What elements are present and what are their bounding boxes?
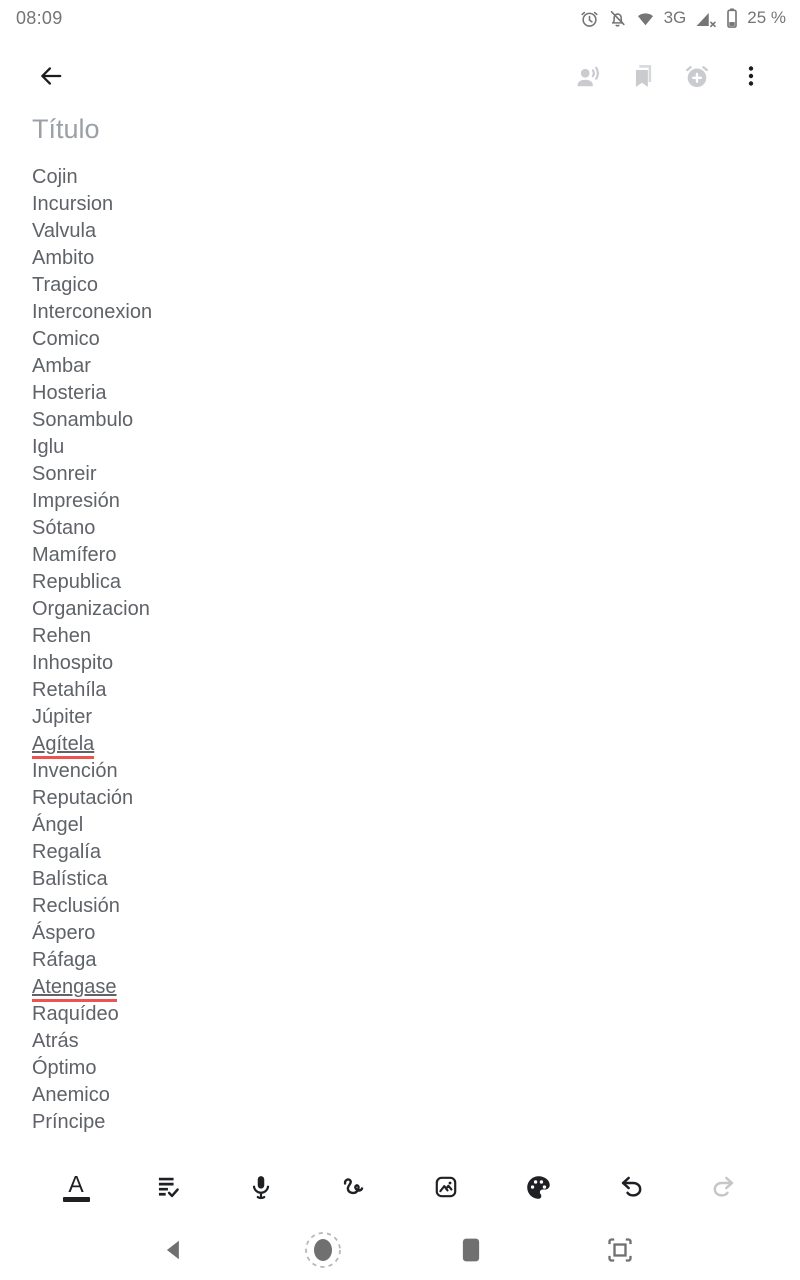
- misspelled-word[interactable]: Agítela: [32, 733, 94, 759]
- word[interactable]: Príncipe: [32, 1111, 106, 1133]
- notifications-off-icon: [608, 9, 627, 28]
- wifi-icon: [636, 9, 655, 28]
- note-line[interactable]: [32, 191, 800, 218]
- alarm-icon: [580, 9, 599, 28]
- status-bar: [0, 0, 800, 36]
- note-line[interactable]: [32, 164, 800, 191]
- note-line[interactable]: [32, 407, 800, 434]
- word[interactable]: Sótano: [32, 517, 96, 539]
- word[interactable]: Atrás: [32, 1030, 79, 1052]
- note-line[interactable]: [32, 974, 800, 1001]
- word[interactable]: Tragico: [32, 274, 98, 296]
- note-line[interactable]: [32, 218, 800, 245]
- note-line[interactable]: [32, 947, 800, 974]
- word[interactable]: Anemico: [32, 1084, 110, 1106]
- word[interactable]: Áspero: [32, 922, 96, 944]
- note-line[interactable]: [32, 353, 800, 380]
- format-text-icon[interactable]: [54, 1165, 98, 1209]
- note-line[interactable]: [32, 1109, 800, 1136]
- note-line[interactable]: [32, 380, 800, 407]
- note-line[interactable]: [32, 1055, 800, 1082]
- word[interactable]: Invención: [32, 760, 118, 782]
- misspelled-word[interactable]: Atengase: [32, 976, 117, 1002]
- note-line[interactable]: [32, 569, 800, 596]
- home-nav-icon[interactable]: [301, 1228, 345, 1272]
- word[interactable]: Inhospito: [32, 652, 114, 674]
- format-letter: A: [68, 1170, 84, 1197]
- word[interactable]: Balística: [32, 868, 108, 890]
- note-line[interactable]: [32, 785, 800, 812]
- word[interactable]: Hosteria: [32, 382, 107, 404]
- edit-toolbar: [0, 1158, 800, 1216]
- word[interactable]: Sonambulo: [32, 409, 134, 431]
- word[interactable]: Óptimo: [32, 1057, 97, 1079]
- word[interactable]: Reputación: [32, 787, 134, 809]
- note-line[interactable]: [32, 515, 800, 542]
- note-line[interactable]: [32, 1028, 800, 1055]
- note-line[interactable]: [32, 245, 800, 272]
- word[interactable]: Regalía: [32, 841, 101, 863]
- note-line[interactable]: [32, 1001, 800, 1028]
- note-line[interactable]: [32, 866, 800, 893]
- microphone-icon[interactable]: [239, 1165, 283, 1209]
- screen-capture-icon[interactable]: [598, 1228, 642, 1272]
- note-line[interactable]: [32, 650, 800, 677]
- network-type-label: 3G: [663, 8, 687, 27]
- note-line[interactable]: [32, 272, 800, 299]
- word[interactable]: Rehen: [32, 625, 91, 647]
- redo-icon[interactable]: [702, 1165, 746, 1209]
- note-line[interactable]: [32, 839, 800, 866]
- image-icon[interactable]: [424, 1165, 468, 1209]
- app-bar: [0, 48, 800, 104]
- undo-icon[interactable]: [609, 1165, 653, 1209]
- note-line[interactable]: [32, 677, 800, 704]
- add-reminder-icon[interactable]: [684, 63, 710, 89]
- word[interactable]: Retahíla: [32, 679, 107, 701]
- navigation-bar: [0, 1222, 800, 1278]
- note-line[interactable]: [32, 920, 800, 947]
- word[interactable]: Ambito: [32, 247, 95, 269]
- word[interactable]: Republica: [32, 571, 121, 593]
- recents-nav-icon[interactable]: [449, 1228, 493, 1272]
- note-line[interactable]: [32, 1082, 800, 1109]
- bookmarks-icon[interactable]: [630, 63, 656, 89]
- note-line[interactable]: [32, 812, 800, 839]
- note-line[interactable]: [32, 704, 800, 731]
- word[interactable]: Ráfaga: [32, 949, 97, 971]
- overflow-menu-icon[interactable]: [738, 63, 764, 89]
- word[interactable]: Interconexion: [32, 301, 153, 323]
- title-field[interactable]: Título: [32, 114, 100, 144]
- note-line[interactable]: [32, 488, 800, 515]
- note-line[interactable]: [32, 758, 800, 785]
- note-line[interactable]: [32, 893, 800, 920]
- word[interactable]: Valvula: [32, 220, 97, 242]
- battery-percent-label: 25 %: [747, 8, 786, 27]
- note-line[interactable]: [32, 623, 800, 650]
- palette-icon[interactable]: [517, 1165, 561, 1209]
- note-line[interactable]: [32, 731, 800, 758]
- handwriting-icon[interactable]: [332, 1165, 376, 1209]
- word[interactable]: Cojin: [32, 166, 78, 188]
- mobile-signal-no-internet-icon: [695, 9, 717, 28]
- note-line[interactable]: [32, 326, 800, 353]
- clock: 08:09: [16, 7, 63, 28]
- word[interactable]: Ambar: [32, 355, 91, 377]
- word[interactable]: Reclusión: [32, 895, 120, 917]
- battery-icon: [726, 8, 738, 28]
- word[interactable]: Organizacion: [32, 598, 150, 620]
- word[interactable]: Incursion: [32, 193, 114, 215]
- note-body[interactable]: [32, 164, 800, 1136]
- word[interactable]: Comico: [32, 328, 100, 350]
- word[interactable]: Mamífero: [32, 544, 117, 566]
- note-line[interactable]: [32, 299, 800, 326]
- record-voice-icon[interactable]: [576, 63, 602, 89]
- checklist-icon[interactable]: [147, 1165, 191, 1209]
- word[interactable]: Ángel: [32, 814, 84, 836]
- back-nav-icon[interactable]: [152, 1228, 196, 1272]
- note-line[interactable]: [32, 542, 800, 569]
- word[interactable]: Júpiter: [32, 706, 93, 728]
- word[interactable]: Sonreir: [32, 463, 97, 485]
- word[interactable]: Raquídeo: [32, 1003, 119, 1025]
- note-line[interactable]: [32, 434, 800, 461]
- word[interactable]: Iglu: [32, 436, 65, 458]
- word[interactable]: Impresión: [32, 490, 120, 512]
- note-line[interactable]: [32, 461, 800, 488]
- back-arrow-icon[interactable]: [38, 63, 64, 89]
- note-line[interactable]: [32, 596, 800, 623]
